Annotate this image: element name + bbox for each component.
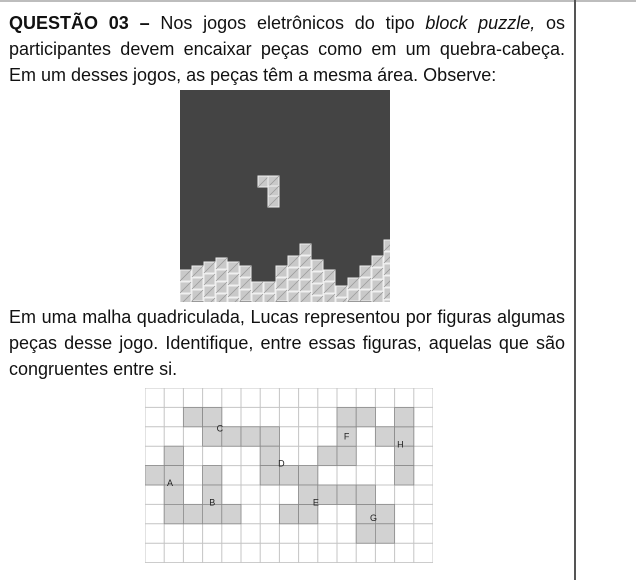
- piece-label: E: [312, 497, 319, 508]
- stacked-block: [384, 300, 390, 302]
- piece-cell: [203, 466, 222, 485]
- piece-cell: [183, 407, 202, 426]
- piece-cell: [260, 466, 279, 485]
- piece-cell: [375, 427, 394, 446]
- piece-cell: [318, 485, 337, 504]
- piece-cell: [260, 427, 279, 446]
- piece-label: A: [166, 478, 173, 489]
- piece-h: [375, 407, 413, 485]
- piece-cell: [145, 466, 164, 485]
- piece-cell: [356, 485, 375, 504]
- question-intro: [9, 10, 565, 88]
- piece-cell: [164, 446, 183, 465]
- intro-italic-term: block puzzle,: [425, 13, 536, 33]
- piece-cell: [164, 504, 183, 523]
- top-rule: [0, 0, 636, 2]
- piece-label: B: [209, 497, 216, 508]
- intro-text-1: Nos jogos eletrônicos do tipo: [149, 13, 426, 33]
- piece-e: [279, 485, 356, 524]
- piece-cell: [395, 407, 414, 426]
- piece-cell: [299, 466, 318, 485]
- piece-cell: [356, 524, 375, 543]
- piece-cell: [337, 407, 356, 426]
- piece-label: H: [397, 439, 404, 450]
- piece-cell: [395, 466, 414, 485]
- piece-cell: [241, 427, 260, 446]
- block-puzzle-game-image: [180, 90, 390, 302]
- grid-canvas: [145, 388, 433, 563]
- square-grid-figure: [145, 388, 433, 563]
- piece-b: [183, 466, 241, 524]
- piece-cell: [222, 504, 241, 523]
- piece-f: [318, 407, 376, 465]
- piece-c: [183, 407, 260, 446]
- question-label: QUESTÃO 03 –: [9, 13, 150, 33]
- piece-g: [356, 485, 394, 543]
- piece-cell: [183, 504, 202, 523]
- piece-label: F: [343, 431, 350, 442]
- question-instruction: Em uma malha quadriculada, Lucas representou por figuras algumas peças desse jogo. Identifique, entre essas figuras, aquelas que são congruentes entre si.: [9, 307, 565, 379]
- piece-label: C: [216, 423, 224, 434]
- piece-a: [145, 446, 183, 524]
- piece-cell: [260, 446, 279, 465]
- game-screen: [180, 90, 390, 302]
- piece-cell: [337, 446, 356, 465]
- piece-d: [260, 427, 318, 485]
- piece-cell: [375, 524, 394, 543]
- piece-cell: [279, 504, 298, 523]
- piece-cell: [222, 427, 241, 446]
- piece-cell: [318, 446, 337, 465]
- piece-cell: [356, 407, 375, 426]
- page-right-border: [574, 0, 576, 580]
- intro-text-2: os participantes devem encaixar peças como em um quebra-cabeça. Em um desses jogos, as peças têm a mesma área. Observe:: [9, 13, 565, 85]
- piece-label: D: [278, 458, 285, 469]
- piece-cell: [375, 504, 394, 523]
- piece-cell: [337, 485, 356, 504]
- piece-label: G: [369, 512, 377, 523]
